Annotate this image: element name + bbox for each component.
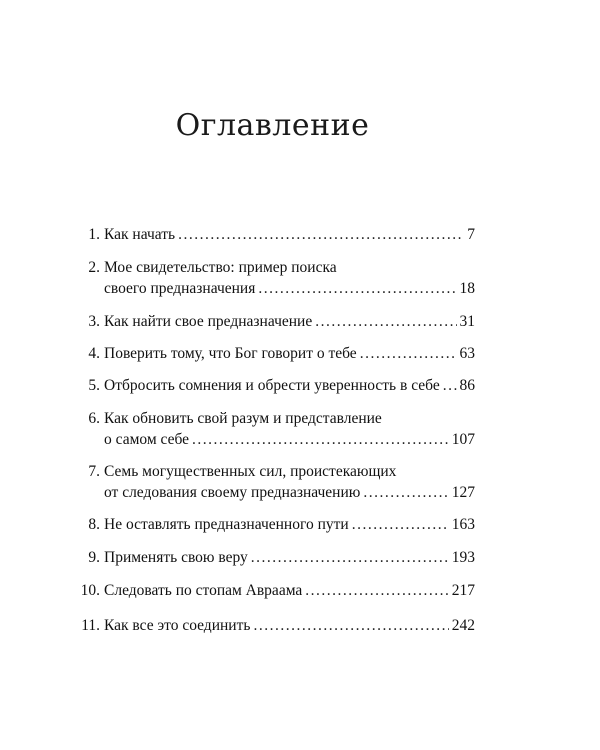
dot-leader bbox=[443, 375, 457, 396]
entry-number: 3. bbox=[88, 313, 100, 330]
dot-leader bbox=[178, 224, 464, 245]
entry-page-number: 193 bbox=[451, 549, 475, 566]
toc-entry-5 bbox=[80, 375, 475, 396]
entry-page-number: 86 bbox=[459, 377, 475, 394]
entry-title: Применять свою веру bbox=[104, 549, 248, 566]
dot-leader bbox=[258, 278, 456, 299]
entry-number: 9. bbox=[88, 549, 100, 566]
entry-number: 10. bbox=[80, 582, 100, 599]
toc-entry-8 bbox=[80, 514, 475, 535]
entry-number: 6. bbox=[88, 410, 100, 427]
entry-title: от следования своему предназначению bbox=[104, 484, 361, 501]
dot-leader bbox=[360, 343, 457, 364]
entry-title: Следовать по стопам Авраама bbox=[104, 582, 303, 599]
toc-entry-11 bbox=[80, 615, 475, 636]
entry-page-number: 107 bbox=[451, 431, 475, 448]
toc-entry-2 bbox=[80, 257, 475, 299]
toc-entry-6 bbox=[80, 408, 475, 450]
entry-page-number: 217 bbox=[451, 582, 475, 599]
entry-title: о самом себе bbox=[104, 431, 190, 448]
entry-number: 7. bbox=[88, 463, 100, 480]
entry-number: 4. bbox=[88, 345, 100, 362]
entry-page-number: 163 bbox=[451, 516, 475, 533]
entry-number: 1. bbox=[88, 226, 100, 243]
dot-leader bbox=[352, 514, 449, 535]
toc-entry-1 bbox=[80, 224, 475, 245]
entry-number: 8. bbox=[88, 516, 100, 533]
dot-leader bbox=[363, 482, 448, 503]
toc-entry-7 bbox=[80, 461, 475, 503]
entry-page-number: 18 bbox=[459, 280, 475, 297]
entry-title-line: Как обновить свой разум и представление bbox=[104, 410, 382, 427]
entry-page-number: 63 bbox=[459, 345, 475, 362]
entry-title: Как начать bbox=[104, 226, 176, 243]
page-title: Оглавление bbox=[175, 108, 370, 143]
entry-title-line: Семь могущественных сил, проистекающих bbox=[104, 463, 397, 480]
entry-number: 11. bbox=[81, 617, 100, 634]
entry-title: Как найти свое предназначение bbox=[104, 313, 313, 330]
dot-leader bbox=[251, 547, 449, 568]
dot-leader bbox=[253, 615, 448, 636]
entry-title: Как все это соединить bbox=[104, 617, 251, 634]
entry-page-number: 7 bbox=[467, 226, 475, 243]
entry-page-number: 242 bbox=[451, 617, 475, 634]
entry-title: Не оставлять предназначенного пути bbox=[104, 516, 349, 533]
entry-title: Отбросить сомнения и обрести уверенность в себе bbox=[104, 377, 440, 394]
dot-leader bbox=[315, 311, 456, 332]
toc-entry-3 bbox=[80, 311, 475, 332]
toc-entry-10 bbox=[80, 580, 475, 601]
entry-page-number: 127 bbox=[451, 484, 475, 501]
dot-leader bbox=[192, 429, 449, 450]
entry-page-number: 31 bbox=[459, 313, 475, 330]
entry-title: своего предназначения bbox=[104, 280, 256, 297]
dot-leader bbox=[305, 580, 448, 601]
entry-number: 5. bbox=[88, 377, 100, 394]
entry-title-line: Мое свидетельство: пример поиска bbox=[104, 259, 337, 276]
toc-entry-4 bbox=[80, 343, 475, 364]
entry-title: Поверить тому, что Бог говорит о тебе bbox=[104, 345, 357, 362]
toc-entry-9 bbox=[80, 547, 475, 568]
entry-number: 2. bbox=[88, 259, 100, 276]
